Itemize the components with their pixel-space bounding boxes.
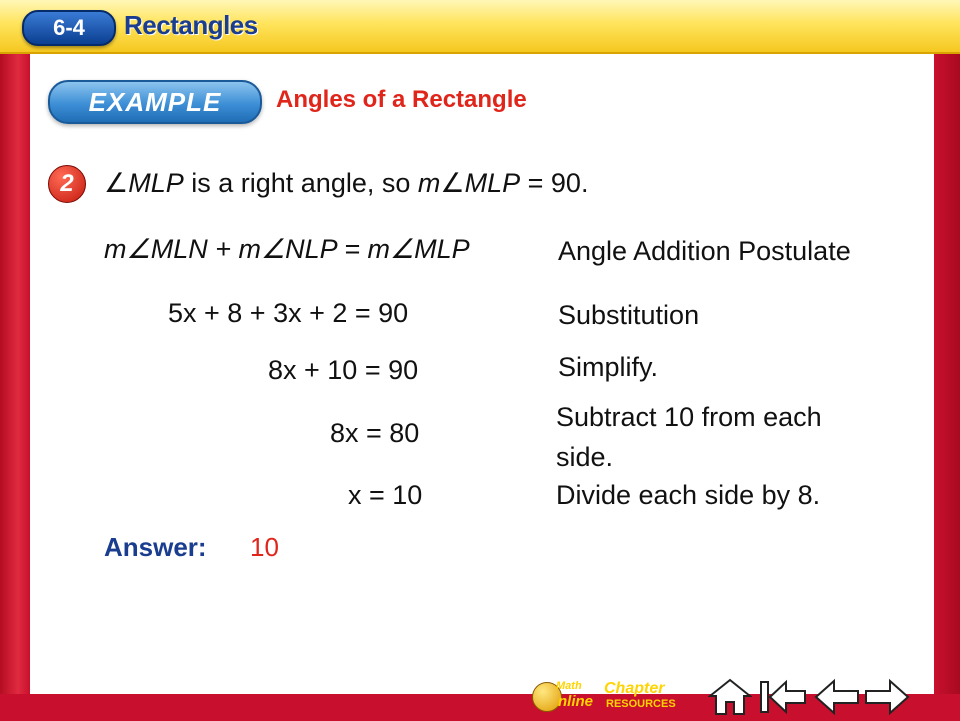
resources-label: RESOURCES <box>606 698 676 710</box>
answer-value: 10 <box>250 532 279 562</box>
statement-measure-m: m <box>417 168 441 198</box>
equation-step-4: 8x = 80 <box>330 418 420 448</box>
math-online-online-label: nline <box>558 693 594 710</box>
arrow-right-icon <box>864 678 910 716</box>
equation-step-1: m∠MLN + m∠NLP = m∠MLP <box>104 234 470 264</box>
first-slide-button[interactable] <box>758 678 808 716</box>
math-online-math-label: Math <box>556 680 582 692</box>
reason-step-4-line2: side. <box>556 442 614 472</box>
lesson-number-badge: 6-4 <box>22 10 116 46</box>
equation-step-5: x = 10 <box>348 480 423 510</box>
lesson-header <box>0 0 960 54</box>
angle-symbol-2: ∠ <box>440 168 465 198</box>
arrow-left-icon <box>814 678 860 716</box>
home-icon <box>708 678 752 716</box>
chapter-label: Chapter <box>604 680 665 697</box>
frame-right-edge <box>934 0 960 720</box>
lesson-title: Rectangles <box>124 10 258 40</box>
example-label: EXAMPLE <box>48 80 262 124</box>
content-panel <box>30 54 934 694</box>
reason-step-5: Divide each side by 8. <box>556 480 821 510</box>
equation-step-3: 8x + 10 = 90 <box>268 355 419 385</box>
frame-left-edge <box>0 0 30 720</box>
example-title: Angles of a Rectangle <box>276 86 527 113</box>
home-button[interactable] <box>708 678 752 716</box>
angle-symbol: ∠ <box>104 168 129 198</box>
reason-step-3: Simplify. <box>558 352 659 382</box>
statement-value: = 90. <box>520 168 589 198</box>
statement-angle-name: MLP <box>128 168 184 198</box>
reason-step-1: Angle Addition Postulate <box>558 236 851 266</box>
statement-angle-name-2: MLP <box>464 168 521 198</box>
reason-step-2: Substitution <box>558 300 700 330</box>
answer-label: Answer: <box>104 532 207 562</box>
math-online-button[interactable] <box>532 680 596 714</box>
reason-step-4-line1: Subtract 10 from each <box>556 402 822 432</box>
statement-line <box>104 168 588 199</box>
step-number-badge: 2 <box>48 165 86 203</box>
statement-text: is a right angle, so <box>183 168 418 198</box>
previous-slide-button[interactable] <box>814 678 860 716</box>
first-slide-icon <box>758 678 808 716</box>
next-slide-button[interactable] <box>864 678 910 716</box>
equation-step-2: 5x + 8 + 3x + 2 = 90 <box>168 298 409 328</box>
chapter-resources-button[interactable] <box>604 680 694 714</box>
